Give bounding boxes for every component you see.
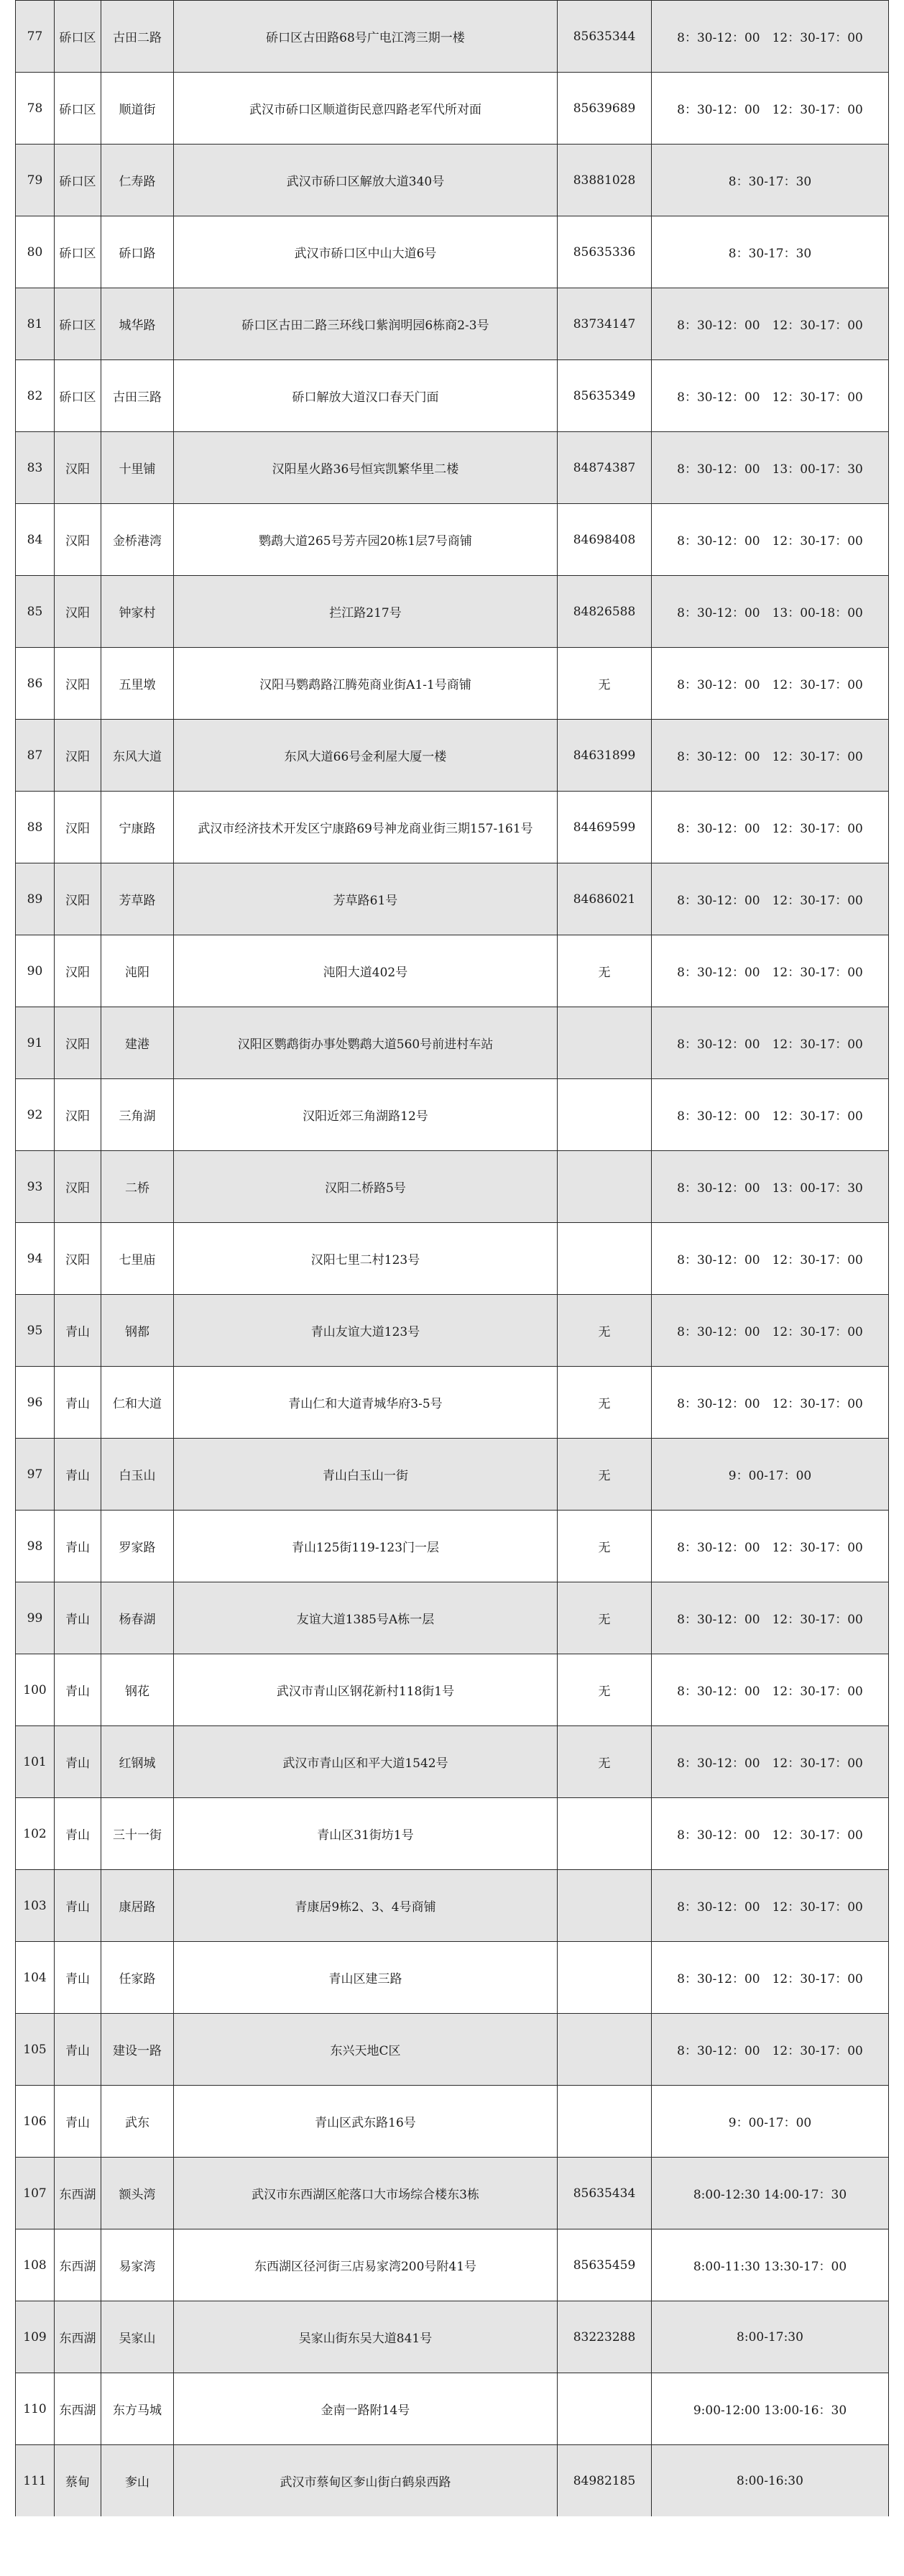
phone-cell: 83223288 — [558, 2301, 652, 2373]
street-cell: 建港 — [101, 1007, 174, 1079]
district-cell: 汉阳 — [55, 720, 101, 792]
phone-cell: 无 — [558, 1295, 652, 1367]
address-cell: 青山125街119-123门一层 — [174, 1511, 558, 1582]
phone-cell: 无 — [558, 1367, 652, 1439]
district-cell: 青山 — [55, 1654, 101, 1726]
phone-cell: 84982185 — [558, 2445, 652, 2517]
business-hours-cell: 8：30-12：00 12：30-17：00 — [652, 504, 889, 576]
business-hours-cell: 8：30-17：30 — [652, 145, 889, 216]
street-cell: 武东 — [101, 2086, 174, 2158]
district-cell: 汉阳 — [55, 1007, 101, 1079]
district-cell: 东西湖 — [55, 2301, 101, 2373]
street-cell: 二桥 — [101, 1151, 174, 1223]
business-hours-cell: 9:00-12:00 13:00-16：30 — [652, 2373, 889, 2445]
address-cell: 青山仁和大道青城华府3-5号 — [174, 1367, 558, 1439]
table-row — [16, 1582, 889, 1654]
address-cell: 青山友谊大道123号 — [174, 1295, 558, 1367]
table-row — [16, 1870, 889, 1942]
address-cell: 东兴天地C区 — [174, 2014, 558, 2086]
service-point-table — [15, 0, 889, 2516]
street-cell: 易家湾 — [101, 2229, 174, 2301]
business-hours-cell: 8：30-12：00 12：30-17：00 — [652, 792, 889, 863]
street-cell: 任家路 — [101, 1942, 174, 2014]
phone-cell: 无 — [558, 648, 652, 720]
district-cell: 汉阳 — [55, 576, 101, 648]
address-cell: 汉阳七里二村123号 — [174, 1223, 558, 1295]
address-cell: 汉阳近郊三角湖路12号 — [174, 1079, 558, 1151]
phone-cell: 85635336 — [558, 216, 652, 288]
table-row — [16, 720, 889, 792]
district-cell: 汉阳 — [55, 1151, 101, 1223]
street-cell: 仁和大道 — [101, 1367, 174, 1439]
street-cell: 十里铺 — [101, 432, 174, 504]
table-row — [16, 504, 889, 576]
business-hours-cell: 8：30-12：00 12：30-17：00 — [652, 935, 889, 1007]
address-cell: 青山白玉山一街 — [174, 1439, 558, 1511]
table-row — [16, 2229, 889, 2301]
street-cell: 金桥港湾 — [101, 504, 174, 576]
address-cell: 吴家山街东吴大道841号 — [174, 2301, 558, 2373]
row-number-cell: 99 — [16, 1582, 55, 1654]
row-number-cell: 103 — [16, 1870, 55, 1942]
business-hours-cell: 8：30-12：00 12：30-17：00 — [652, 360, 889, 432]
address-cell: 青山区31街坊1号 — [174, 1798, 558, 1870]
row-number-cell: 83 — [16, 432, 55, 504]
street-cell: 额头湾 — [101, 2158, 174, 2229]
row-number-cell: 110 — [16, 2373, 55, 2445]
table-row — [16, 288, 889, 360]
row-number-cell: 107 — [16, 2158, 55, 2229]
district-cell: 硚口区 — [55, 216, 101, 288]
row-number-cell: 100 — [16, 1654, 55, 1726]
row-number-cell: 105 — [16, 2014, 55, 2086]
district-cell: 汉阳 — [55, 1223, 101, 1295]
table-row — [16, 1007, 889, 1079]
row-number-cell: 87 — [16, 720, 55, 792]
table-row — [16, 2014, 889, 2086]
address-cell: 芳草路61号 — [174, 863, 558, 935]
phone-cell: 85635434 — [558, 2158, 652, 2229]
district-cell: 硚口区 — [55, 145, 101, 216]
phone-cell: 无 — [558, 935, 652, 1007]
phone-cell: 83734147 — [558, 288, 652, 360]
address-cell: 武汉市东西湖区舵落口大市场综合楼东3栋 — [174, 2158, 558, 2229]
address-cell: 武汉市青山区和平大道1542号 — [174, 1726, 558, 1798]
district-cell: 汉阳 — [55, 648, 101, 720]
street-cell: 建设一路 — [101, 2014, 174, 2086]
table-row — [16, 1367, 889, 1439]
row-number-cell: 101 — [16, 1726, 55, 1798]
table-row — [16, 935, 889, 1007]
business-hours-cell: 8：30-12：00 12：30-17：00 — [652, 1726, 889, 1798]
table-row — [16, 1511, 889, 1582]
phone-cell: 85635349 — [558, 360, 652, 432]
street-cell: 五里墩 — [101, 648, 174, 720]
table-row — [16, 2086, 889, 2158]
address-cell: 东西湖区径河街三店易家湾200号附41号 — [174, 2229, 558, 2301]
business-hours-cell: 8：30-12：00 12：30-17：00 — [652, 720, 889, 792]
street-cell: 沌阳 — [101, 935, 174, 1007]
street-cell: 东方马城 — [101, 2373, 174, 2445]
phone-cell — [558, 2014, 652, 2086]
street-cell: 三十一街 — [101, 1798, 174, 1870]
phone-cell: 无 — [558, 1439, 652, 1511]
row-number-cell: 80 — [16, 216, 55, 288]
street-cell: 罗家路 — [101, 1511, 174, 1582]
business-hours-cell: 8：30-12：00 13：00-18：00 — [652, 576, 889, 648]
business-hours-cell: 8：30-12：00 12：30-17：00 — [652, 1582, 889, 1654]
address-cell: 武汉市青山区钢花新村118街1号 — [174, 1654, 558, 1726]
district-cell: 青山 — [55, 1726, 101, 1798]
business-hours-cell: 8：30-12：00 13：00-17：30 — [652, 1151, 889, 1223]
district-cell: 青山 — [55, 1439, 101, 1511]
address-cell: 东风大道66号金利屋大厦一楼 — [174, 720, 558, 792]
address-cell: 友谊大道1385号A栋一层 — [174, 1582, 558, 1654]
table-row — [16, 648, 889, 720]
street-cell: 白玉山 — [101, 1439, 174, 1511]
district-cell: 青山 — [55, 1870, 101, 1942]
row-number-cell: 77 — [16, 1, 55, 73]
business-hours-cell: 8:00-12:30 14:00-17：30 — [652, 2158, 889, 2229]
district-cell: 硚口区 — [55, 1, 101, 73]
row-number-cell: 109 — [16, 2301, 55, 2373]
district-cell: 硚口区 — [55, 360, 101, 432]
table-body — [16, 1, 889, 2517]
row-number-cell: 79 — [16, 145, 55, 216]
table-row — [16, 2373, 889, 2445]
row-number-cell: 90 — [16, 935, 55, 1007]
street-cell: 东风大道 — [101, 720, 174, 792]
phone-cell — [558, 1151, 652, 1223]
street-cell: 城华路 — [101, 288, 174, 360]
district-cell: 硚口区 — [55, 288, 101, 360]
business-hours-cell: 9：00-17：00 — [652, 1439, 889, 1511]
business-hours-cell: 8：30-12：00 12：30-17：00 — [652, 1, 889, 73]
phone-cell: 84698408 — [558, 504, 652, 576]
phone-cell — [558, 1870, 652, 1942]
table-row — [16, 1, 889, 73]
district-cell: 东西湖 — [55, 2373, 101, 2445]
address-cell: 硚口区古田路68号广电江湾三期一楼 — [174, 1, 558, 73]
phone-cell — [558, 2373, 652, 2445]
business-hours-cell: 8：30-12：00 12：30-17：00 — [652, 1295, 889, 1367]
street-cell: 七里庙 — [101, 1223, 174, 1295]
row-number-cell: 89 — [16, 863, 55, 935]
phone-cell: 无 — [558, 1582, 652, 1654]
phone-cell: 无 — [558, 1726, 652, 1798]
street-cell: 芳草路 — [101, 863, 174, 935]
address-cell: 鹦鹉大道265号芳卉园20栋1层7号商铺 — [174, 504, 558, 576]
district-cell: 硚口区 — [55, 73, 101, 145]
row-number-cell: 106 — [16, 2086, 55, 2158]
phone-cell — [558, 2086, 652, 2158]
table-row — [16, 1295, 889, 1367]
row-number-cell: 97 — [16, 1439, 55, 1511]
table-row — [16, 792, 889, 863]
address-cell: 金南一路附14号 — [174, 2373, 558, 2445]
phone-cell: 84826588 — [558, 576, 652, 648]
phone-cell: 85635459 — [558, 2229, 652, 2301]
street-cell: 杨春湖 — [101, 1582, 174, 1654]
phone-cell — [558, 1942, 652, 2014]
business-hours-cell: 8：30-12：00 12：30-17：00 — [652, 1223, 889, 1295]
phone-cell — [558, 1007, 652, 1079]
address-cell: 汉阳区鹦鹉街办事处鹦鹉大道560号前进村车站 — [174, 1007, 558, 1079]
district-cell: 青山 — [55, 1295, 101, 1367]
business-hours-cell: 8：30-12：00 12：30-17：00 — [652, 648, 889, 720]
street-cell: 顺道街 — [101, 73, 174, 145]
table-row — [16, 1942, 889, 2014]
row-number-cell: 98 — [16, 1511, 55, 1582]
district-cell: 蔡甸 — [55, 2445, 101, 2517]
business-hours-cell: 8：30-12：00 12：30-17：00 — [652, 1367, 889, 1439]
business-hours-cell: 8：30-12：00 12：30-17：00 — [652, 73, 889, 145]
business-hours-cell: 8：30-12：00 12：30-17：00 — [652, 1798, 889, 1870]
business-hours-cell: 8：30-12：00 12：30-17：00 — [652, 1870, 889, 1942]
district-cell: 青山 — [55, 2086, 101, 2158]
business-hours-cell: 8：30-12：00 12：30-17：00 — [652, 1079, 889, 1151]
phone-cell: 85635344 — [558, 1, 652, 73]
table-row — [16, 73, 889, 145]
street-cell: 吴家山 — [101, 2301, 174, 2373]
table-row — [16, 1654, 889, 1726]
district-cell: 汉阳 — [55, 792, 101, 863]
address-cell: 汉阳马鹦鹉路江腾苑商业街A1-1号商铺 — [174, 648, 558, 720]
street-cell: 古田二路 — [101, 1, 174, 73]
row-number-cell: 85 — [16, 576, 55, 648]
district-cell: 汉阳 — [55, 432, 101, 504]
street-cell: 硚口路 — [101, 216, 174, 288]
business-hours-cell: 8：30-12：00 12：30-17：00 — [652, 1942, 889, 2014]
table-row — [16, 1151, 889, 1223]
street-cell: 钢都 — [101, 1295, 174, 1367]
row-number-cell: 86 — [16, 648, 55, 720]
business-hours-cell: 8：30-17：30 — [652, 216, 889, 288]
table-row — [16, 2301, 889, 2373]
address-cell: 武汉市经济技术开发区宁康路69号神龙商业街三期157-161号 — [174, 792, 558, 863]
district-cell: 东西湖 — [55, 2229, 101, 2301]
district-cell: 青山 — [55, 1798, 101, 1870]
address-cell: 武汉市硚口区中山大道6号 — [174, 216, 558, 288]
district-cell: 汉阳 — [55, 504, 101, 576]
row-number-cell: 95 — [16, 1295, 55, 1367]
table-row — [16, 1223, 889, 1295]
address-cell: 青康居9栋2、3、4号商铺 — [174, 1870, 558, 1942]
row-number-cell: 94 — [16, 1223, 55, 1295]
address-cell: 汉阳星火路36号恒宾凯繁华里二楼 — [174, 432, 558, 504]
phone-cell — [558, 1079, 652, 1151]
phone-cell — [558, 1223, 652, 1295]
district-cell: 青山 — [55, 1511, 101, 1582]
phone-cell: 无 — [558, 1511, 652, 1582]
row-number-cell: 81 — [16, 288, 55, 360]
row-number-cell: 78 — [16, 73, 55, 145]
business-hours-cell: 8：30-12：00 12：30-17：00 — [652, 288, 889, 360]
business-hours-cell: 8：30-12：00 12：30-17：00 — [652, 1511, 889, 1582]
phone-cell: 无 — [558, 1654, 652, 1726]
business-hours-cell: 8：30-12：00 12：30-17：00 — [652, 1654, 889, 1726]
district-cell: 汉阳 — [55, 1079, 101, 1151]
phone-cell: 83881028 — [558, 145, 652, 216]
business-hours-cell: 8：30-12：00 12：30-17：00 — [652, 1007, 889, 1079]
street-cell: 奓山 — [101, 2445, 174, 2517]
address-cell: 青山区武东路16号 — [174, 2086, 558, 2158]
table-row — [16, 576, 889, 648]
address-cell: 硚口解放大道汉口春天门面 — [174, 360, 558, 432]
phone-cell: 84631899 — [558, 720, 652, 792]
phone-cell: 84874387 — [558, 432, 652, 504]
district-cell: 青山 — [55, 2014, 101, 2086]
business-hours-cell: 8:00-11:30 13:30-17：00 — [652, 2229, 889, 2301]
district-cell: 青山 — [55, 1942, 101, 2014]
street-cell: 康居路 — [101, 1870, 174, 1942]
row-number-cell: 82 — [16, 360, 55, 432]
row-number-cell: 84 — [16, 504, 55, 576]
business-hours-cell: 8：30-12：00 12：30-17：00 — [652, 2014, 889, 2086]
row-number-cell: 92 — [16, 1079, 55, 1151]
street-cell: 红钢城 — [101, 1726, 174, 1798]
address-cell: 武汉市蔡甸区奓山街白鹤泉西路 — [174, 2445, 558, 2517]
phone-cell: 85639689 — [558, 73, 652, 145]
table-row — [16, 1079, 889, 1151]
district-cell: 东西湖 — [55, 2158, 101, 2229]
business-hours-cell: 8：30-12：00 12：30-17：00 — [652, 863, 889, 935]
business-hours-cell: 8:00-16:30 — [652, 2445, 889, 2517]
street-cell: 钟家村 — [101, 576, 174, 648]
row-number-cell: 111 — [16, 2445, 55, 2517]
street-cell: 三角湖 — [101, 1079, 174, 1151]
street-cell: 仁寿路 — [101, 145, 174, 216]
phone-cell: 84469599 — [558, 792, 652, 863]
address-cell: 拦江路217号 — [174, 576, 558, 648]
table-row — [16, 863, 889, 935]
address-cell: 武汉市硚口区顺道街民意四路老军代所对面 — [174, 73, 558, 145]
table-row — [16, 1798, 889, 1870]
table-row — [16, 216, 889, 288]
table-row — [16, 1726, 889, 1798]
row-number-cell: 104 — [16, 1942, 55, 2014]
district-cell: 青山 — [55, 1367, 101, 1439]
row-number-cell: 88 — [16, 792, 55, 863]
row-number-cell: 96 — [16, 1367, 55, 1439]
row-number-cell: 108 — [16, 2229, 55, 2301]
district-cell: 汉阳 — [55, 935, 101, 1007]
street-cell: 钢花 — [101, 1654, 174, 1726]
phone-cell: 84686021 — [558, 863, 652, 935]
district-cell: 汉阳 — [55, 863, 101, 935]
business-hours-cell: 8:00-17:30 — [652, 2301, 889, 2373]
table-row — [16, 360, 889, 432]
table-row — [16, 2445, 889, 2517]
table-row — [16, 1439, 889, 1511]
address-cell: 武汉市硚口区解放大道340号 — [174, 145, 558, 216]
business-hours-cell: 9：00-17：00 — [652, 2086, 889, 2158]
business-hours-cell: 8：30-12：00 13：00-17：30 — [652, 432, 889, 504]
street-cell: 古田三路 — [101, 360, 174, 432]
table-row — [16, 145, 889, 216]
row-number-cell: 102 — [16, 1798, 55, 1870]
address-cell: 青山区建三路 — [174, 1942, 558, 2014]
address-cell: 汉阳二桥路5号 — [174, 1151, 558, 1223]
address-cell: 硚口区古田二路三环线口紫润明园6栋商2-3号 — [174, 288, 558, 360]
row-number-cell: 91 — [16, 1007, 55, 1079]
phone-cell — [558, 1798, 652, 1870]
address-cell: 沌阳大道402号 — [174, 935, 558, 1007]
street-cell: 宁康路 — [101, 792, 174, 863]
table-row — [16, 432, 889, 504]
row-number-cell: 93 — [16, 1151, 55, 1223]
district-cell: 青山 — [55, 1582, 101, 1654]
table-row — [16, 2158, 889, 2229]
